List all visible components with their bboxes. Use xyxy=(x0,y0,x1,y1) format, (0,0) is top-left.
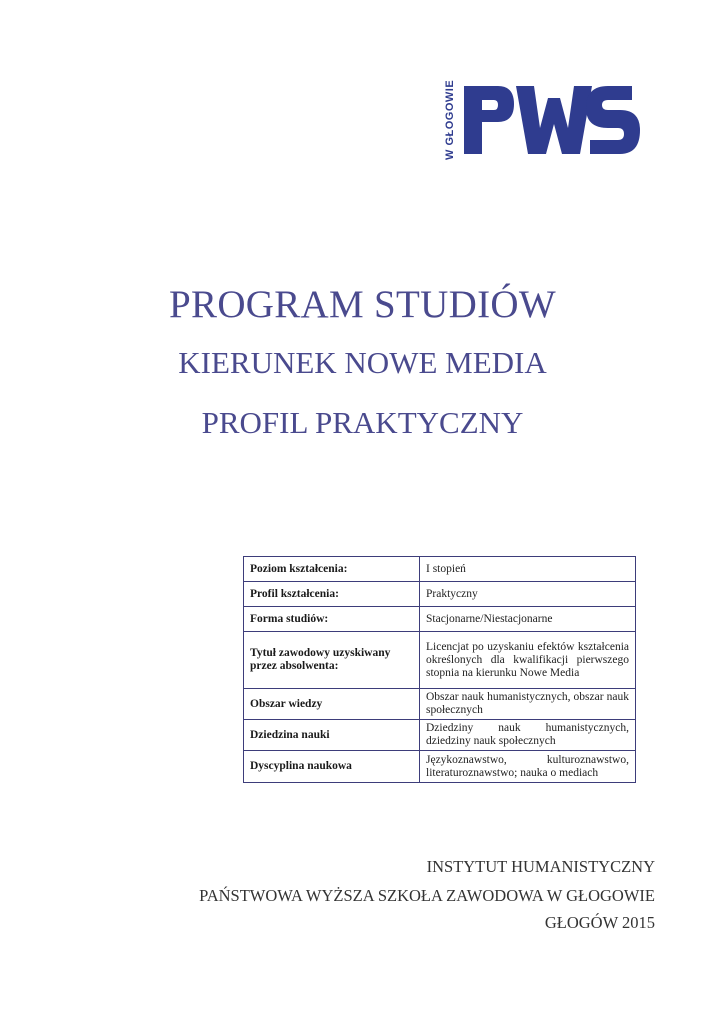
table-row xyxy=(244,632,636,689)
row-value: Obszar nauk humanistycznych, obszar nauk społecznych xyxy=(420,689,636,720)
table-row xyxy=(244,557,636,582)
school-name: PAŃSTWOWA WYŻSZA SZKOŁA ZAWODOWA W GŁOGOWIE xyxy=(199,886,655,905)
row-value: Językoznawstwo, kulturoznawstwo, literaturoznawstwo; nauka o mediach xyxy=(420,751,636,783)
row-key: Dziedzina nauki xyxy=(244,720,420,751)
program-info-table xyxy=(243,556,636,783)
row-value: Stacjonarne/Niestacjonarne xyxy=(420,607,636,632)
row-key: Profil kształcenia: xyxy=(244,582,420,607)
table-row xyxy=(244,607,636,632)
row-key: Forma studiów: xyxy=(244,607,420,632)
institute-name: INSTYTUT HUMANISTYCZNY xyxy=(426,857,655,876)
logo-side-text: W GŁOGOWIE xyxy=(444,79,456,160)
row-value: Licencjat po uzyskaniu efektów kształcenia określonych dla kwalifikacji pierwszego stopnia na kierunku Nowe Media xyxy=(420,632,636,689)
table-row xyxy=(244,720,636,751)
row-value: I stopień xyxy=(420,557,636,582)
place-year: GŁOGÓW 2015 xyxy=(544,913,655,932)
row-key: Poziom kształcenia: xyxy=(244,557,420,582)
table-row xyxy=(244,582,636,607)
pwsz-logo-mark xyxy=(462,84,650,156)
row-value: Dziedziny nauk humanistycznych, dziedziny nauk społecznych xyxy=(420,720,636,751)
row-key: Dyscyplina naukowa xyxy=(244,751,420,783)
table-row xyxy=(244,689,636,720)
row-value: Praktyczny xyxy=(420,582,636,607)
row-key: Tytuł zawodowy uzyskiwany przez absolwenta: xyxy=(244,632,420,689)
document-subtitle-profile: PROFIL PRAKTYCZNY xyxy=(201,405,524,440)
row-key: Obszar wiedzy xyxy=(244,689,420,720)
pwsz-logo xyxy=(440,80,650,160)
document-title: PROGRAM STUDIÓW xyxy=(169,283,556,326)
document-subtitle-field: KIERUNEK NOWE MEDIA xyxy=(178,345,547,380)
table-row xyxy=(244,751,636,783)
